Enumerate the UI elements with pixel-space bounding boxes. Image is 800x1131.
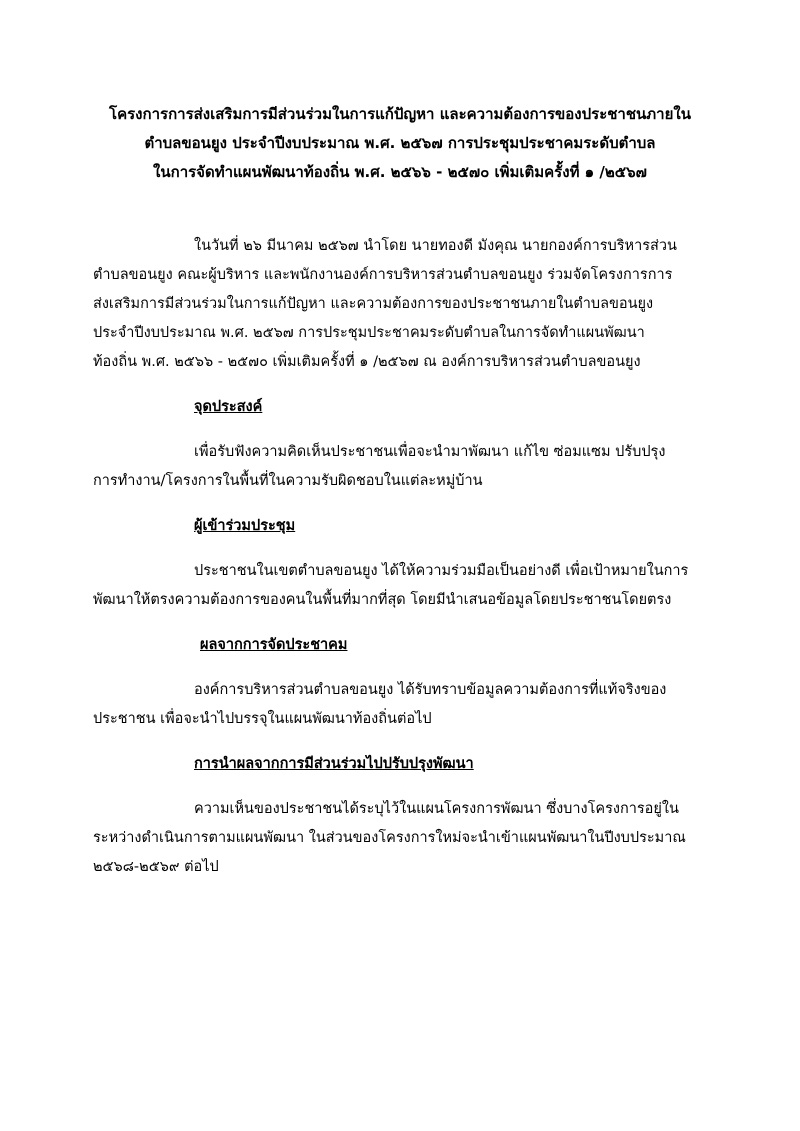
- application-heading: การนำผลจากการมีส่วนร่วมไปปรับปรุงพัฒนา: [194, 756, 474, 772]
- participants-line-1: ประชาชนในเขตตำบลขอนยูง ได้ให้ความร่วมมือเป็นอย่างดี เพื่อเป้าหมายในการ: [194, 563, 689, 579]
- intro-paragraph: [93, 232, 713, 377]
- purpose-paragraph: [93, 438, 713, 496]
- document-body: [93, 232, 713, 882]
- application-line-3: ๒๕๖๘-๒๕๖๙ ต่อไป: [93, 859, 219, 875]
- intro-line-2: ตำบลขอนยูง คณะผู้บริหาร และพนักงานองค์การบริหารส่วนตำบลขอนยูง ร่วมจัดโครงการการ: [93, 267, 673, 283]
- intro-line-4: ประจำปีงบประมาณ พ.ศ. ๒๕๖๗ การประชุมประชาคมระดับตำบลในการจัดทำแผนพัฒนา: [93, 325, 645, 341]
- results-heading: ผลจากการจัดประชาคม: [200, 637, 348, 653]
- document-title: [60, 100, 740, 187]
- application-line-1: ความเห็นของประชาชนได้ระบุไว้ในแผนโครงการพัฒนา ซึ่งบางโครงการอยู่ใน: [194, 801, 679, 817]
- title-line-3: ในการจัดทำแผนพัฒนาท้องถิ่น พ.ศ. ๒๕๖๖ - ๒๕๗๐ เพิ่มเติมครั้งที่ ๑ /๒๕๖๗: [153, 163, 647, 181]
- results-line-1: องค์การบริหารส่วนตำบลขอนยูง ได้รับทราบข้อมูลความต้องการที่แท้จริงของ: [194, 682, 667, 698]
- results-paragraph: [93, 676, 713, 734]
- participants-heading: ผู้เข้าร่วมประชุม: [194, 518, 296, 534]
- intro-line-5: ท้องถิ่น พ.ศ. ๒๕๖๖ - ๒๕๗๐ เพิ่มเติมครั้งที่ ๑ /๒๕๖๗ ณ องค์การบริหารส่วนตำบลขอนยูง: [93, 354, 641, 370]
- title-line-1: โครงการการส่งเสริมการมีส่วนร่วมในการแก้ปัญหา และความต้องการของประชาชนภายใน: [109, 105, 691, 123]
- application-paragraph: [93, 795, 713, 882]
- results-line-2: ประชาชน เพื่อจะนำไปบรรจุในแผนพัฒนาท้องถิ่นต่อไป: [93, 711, 432, 727]
- purpose-line-2: การทำงาน/โครงการในพื้นที่ในความรับผิดชอบในแต่ละหมู่บ้าน: [93, 473, 483, 489]
- participants-paragraph: [93, 557, 713, 615]
- intro-line-1: ในวันที่ ๒๖ มีนาคม ๒๕๖๗ นำโดย นายทองดี มังคุณ นายกองค์การบริหารส่วน: [194, 238, 677, 254]
- intro-line-3: ส่งเสริมการมีส่วนร่วมในการแก้ปัญหา และความต้องการของประชาชนภายในตำบลขอนยูง: [93, 296, 654, 312]
- purpose-heading: จุดประสงค์: [194, 399, 263, 415]
- purpose-line-1: เพื่อรับฟังความคิดเห็นประชาชนเพื่อจะนำมาพัฒนา แก้ไข ซ่อมแซม ปรับปรุง: [194, 444, 666, 460]
- title-line-2: ตำบลขอนยูง ประจำปีงบประมาณ พ.ศ. ๒๕๖๗ การประชุมประชาคมระดับตำบล: [144, 134, 656, 152]
- application-line-2: ระหว่างดำเนินการตามแผนพัฒนา ในส่วนของโครงการใหม่จะนำเข้าแผนพัฒนาในปีงบประมาณ: [93, 830, 686, 846]
- participants-line-2: พัฒนาให้ตรงความต้องการของคนในพื้นที่มากที่สุด โดยมีนำเสนอข้อมูลโดยประชาชนโดยตรง: [93, 592, 672, 608]
